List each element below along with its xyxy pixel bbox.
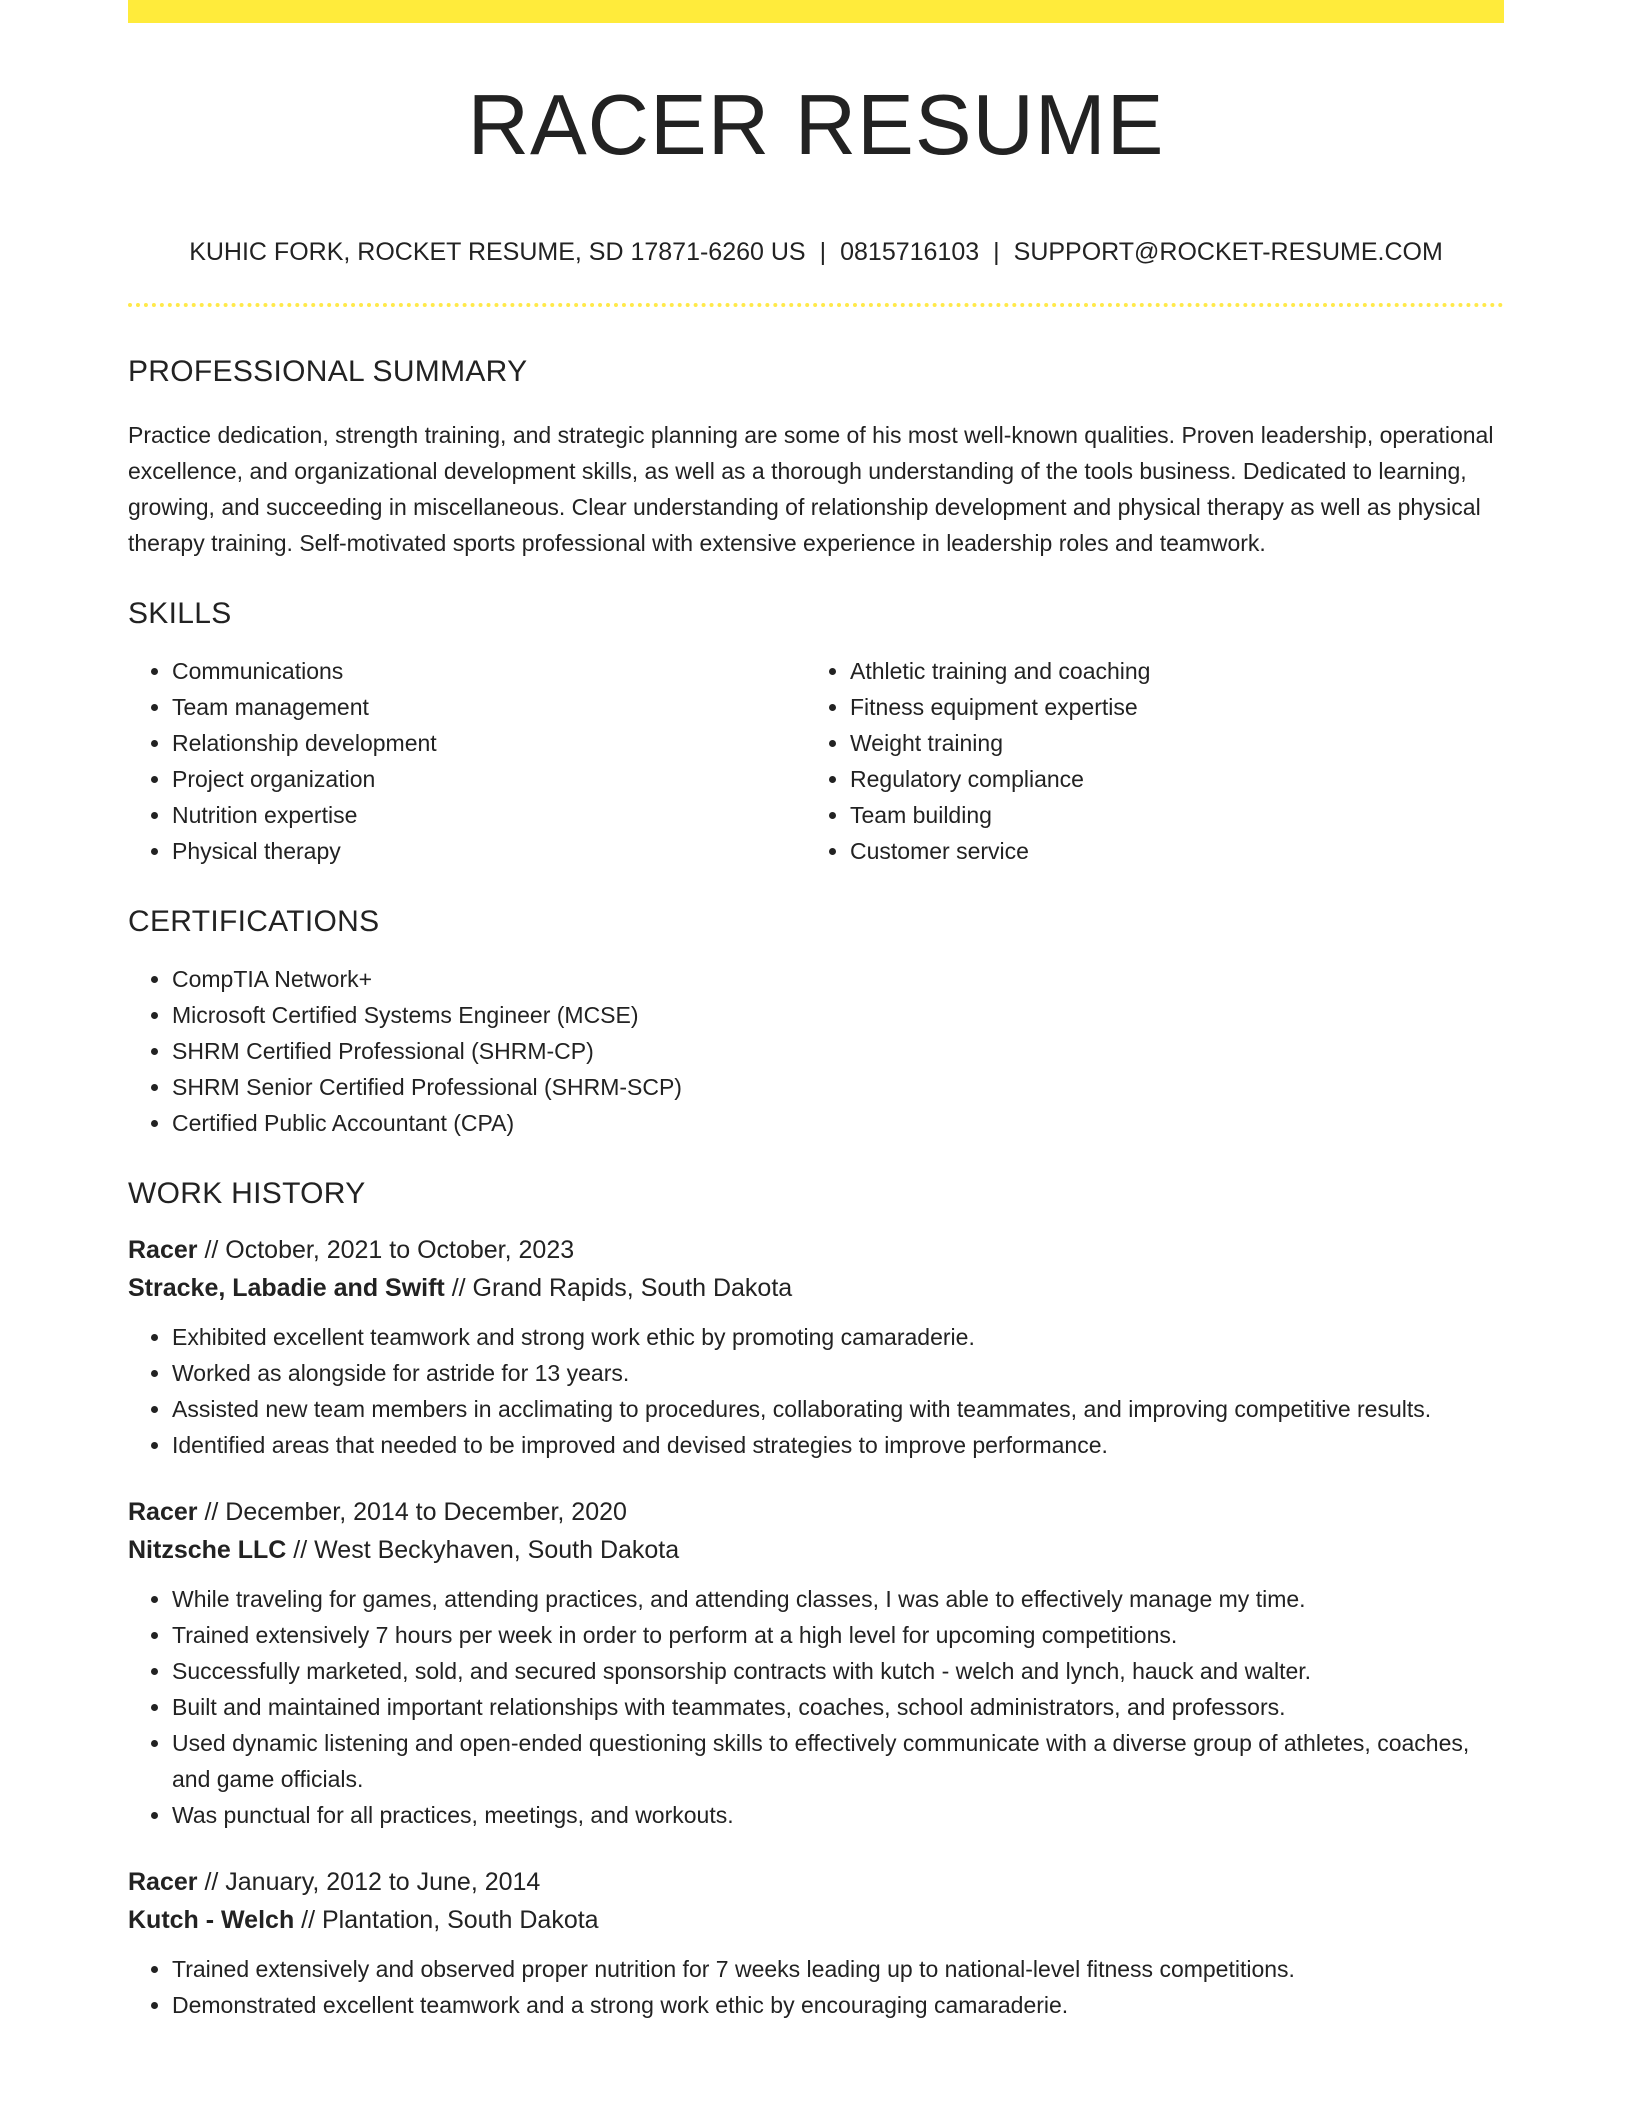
contact-phone: 0815716103 [840,238,980,266]
job-role: Racer [128,1498,198,1526]
skill-item: • Team management [172,689,806,725]
job-bullet-list [128,1951,1504,2023]
skills-grid [128,653,1504,869]
skills-heading: SKILLS [128,597,232,630]
resume-name: RACER RESUME [467,78,1165,173]
skill-item: • Relationship development [172,725,806,761]
summary-section [128,357,1504,561]
skills-list-left [128,653,806,869]
job-bullet: • Exhibited excellent teamwork and strong work ethic by promoting camaraderie. [172,1319,1504,1355]
certifications-heading: CERTIFICATIONS [128,905,380,938]
certification-item: • CompTIA Network+ [172,961,1504,997]
contact-email: SUPPORT@ROCKET-RESUME.COM [1013,238,1443,266]
job-location: // West Beckyhaven, South Dakota [286,1536,680,1564]
job-bullet: • Built and maintained important relationships with teammates, coaches, school administrators, and professors. [172,1689,1504,1725]
summary-text: Practice dedication, strength training, and strategic planning are some of his most well-known qualities. Proven leadership, operational excellence, and organizational development skills, as well as a thorough understanding of the tools business. Dedicated to learning, growing, and succeeding in miscellaneous. Clear understanding of relationship development and physical therapy as well as physical therapy training. Self-motivated sports professional with extensive experience in leadership roles and teamwork. [128,422,1494,556]
certification-item: • Certified Public Accountant (CPA) [172,1105,1504,1141]
job-bullet: • Used dynamic listening and open-ended questioning skills to effectively communicate with a diverse group of athletes, coaches, and game officials. [172,1725,1504,1797]
job-role: Racer [128,1236,198,1264]
skills-list-right [806,653,1484,869]
certifications-list [128,961,1504,1141]
skill-item: • Nutrition expertise [172,797,806,833]
job-bullet: • While traveling for games, attending practices, and attending classes, I was able to effectively manage my time. [172,1581,1504,1617]
skills-section [128,599,1504,869]
job-bullet-list [128,1581,1504,1833]
certification-item: • SHRM Certified Professional (SHRM-CP) [172,1033,1504,1069]
job-company: Stracke, Labadie and Swift [128,1274,445,1302]
job-dates: // December, 2014 to December, 2020 [197,1498,627,1526]
job-bullet: • Successfully marketed, sold, and secured sponsorship contracts with kutch - welch and lynch, hauck and walter. [172,1653,1504,1689]
job-bullet: • Worked as alongside for astride for 13 years. [172,1355,1504,1391]
job-entry [128,1863,1504,2023]
job-bullet: • Was punctual for all practices, meetings, and workouts. [172,1797,1504,1833]
job-bullet: • Demonstrated excellent teamwork and a strong work ethic by encouraging camaraderie. [172,1987,1504,2023]
skills-column-right [806,653,1484,869]
job-company: Nitzsche LLC [128,1536,287,1564]
job-bullet: • Assisted new team members in acclimating to procedures, collaborating with teammates, and improving competitive results. [172,1391,1504,1427]
skill-item: • Team building [850,797,1484,833]
contact-separator: | [993,238,1000,266]
job-title-line [128,1863,1504,1901]
job-bullet-list [128,1319,1504,1463]
skill-item: • Regulatory compliance [850,761,1484,797]
summary-heading: PROFESSIONAL SUMMARY [128,355,528,388]
job-entry [128,1493,1504,1833]
contact-line [128,240,1504,265]
job-title-line [128,1493,1504,1531]
dotted-divider [128,303,1504,307]
accent-top-bar [128,0,1504,23]
job-company-line [128,1901,1504,1939]
job-entry [128,1231,1504,1463]
job-role: Racer [128,1868,198,1896]
skill-item: • Fitness equipment expertise [850,689,1484,725]
job-company-line [128,1269,1504,1307]
skill-item: • Physical therapy [172,833,806,869]
skill-item: • Athletic training and coaching [850,653,1484,689]
job-location: // Grand Rapids, South Dakota [444,1274,793,1302]
contact-address: KUHIC FORK, ROCKET RESUME, SD 17871-6260 US [189,238,806,266]
resume-page [128,0,1504,2023]
work-history-section [128,1179,1504,2023]
certification-item: • SHRM Senior Certified Professional (SHRM-SCP) [172,1069,1504,1105]
job-bullet: • Identified areas that needed to be improved and devised strategies to improve performance. [172,1427,1504,1463]
certification-item: • Microsoft Certified Systems Engineer (MCSE) [172,997,1504,1033]
skill-item: • Communications [172,653,806,689]
work-history-heading: WORK HISTORY [128,1177,366,1210]
job-company: Kutch - Welch [128,1906,295,1934]
skills-column-left [128,653,806,869]
skill-item: • Weight training [850,725,1484,761]
skill-item: • Customer service [850,833,1484,869]
skill-item: • Project organization [172,761,806,797]
job-dates: // October, 2021 to October, 2023 [197,1236,575,1264]
certifications-section [128,907,1504,1141]
job-title-line [128,1231,1504,1269]
job-company-line [128,1531,1504,1569]
job-dates: // January, 2012 to June, 2014 [197,1868,541,1896]
job-bullet: • Trained extensively and observed proper nutrition for 7 weeks leading up to national-level fitness competitions. [172,1951,1504,1987]
contact-separator: | [819,238,827,266]
job-location: // Plantation, South Dakota [294,1906,599,1934]
job-bullet: • Trained extensively 7 hours per week in order to perform at a high level for upcoming competitions. [172,1617,1504,1653]
